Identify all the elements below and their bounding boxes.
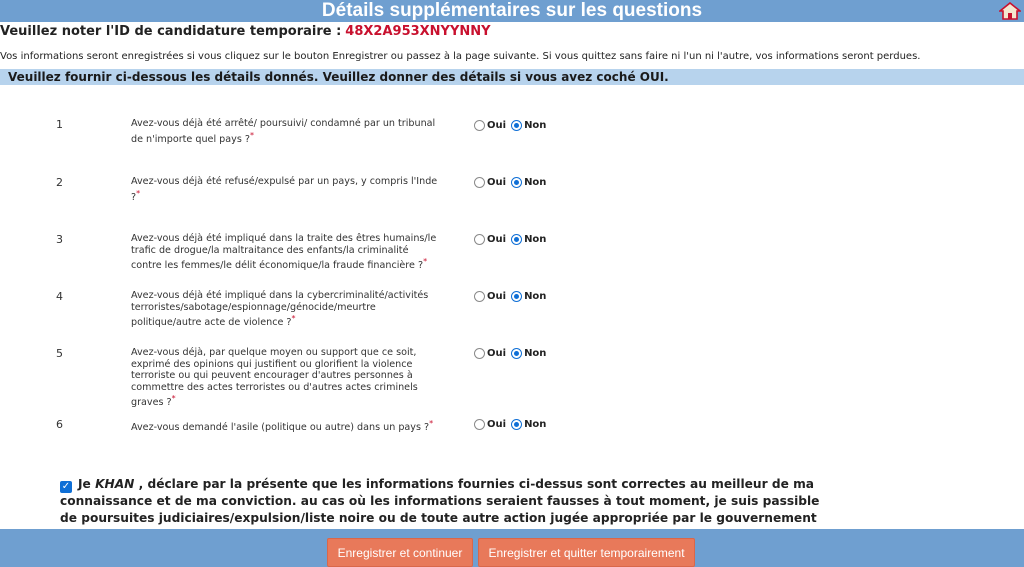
radio-non[interactable] <box>511 234 522 245</box>
radio-non-label: Non <box>524 177 547 188</box>
declaration-prefix: Je <box>78 477 91 491</box>
declaration-text: , déclare par la présente que les informations fournies ci-dessus sont correctes au meilleur de ma connaissance et de ma conviction. au cas où les informations seraient fausses à tout moment, je suis passible de poursuites judiciaires/expulsion/liste noire ou de toute autre action jugée appropriée par le gouvernement <box>60 477 820 525</box>
question-2-options <box>474 177 551 188</box>
application-id-line <box>0 24 491 39</box>
radio-oui[interactable] <box>474 120 485 131</box>
radio-oui[interactable] <box>474 348 485 359</box>
radio-oui[interactable] <box>474 419 485 430</box>
required-marker: * <box>429 419 434 428</box>
radio-oui[interactable] <box>474 291 485 302</box>
question-text: Avez-vous déjà été impliqué dans la traite des êtres humains/le trafic de drogue/la maltraitance des enfants/la criminalité contre les femmes/le délit économique/la fraude financière ?* <box>131 233 437 272</box>
application-id-value: 48X2A953XNYYNNY <box>345 24 491 39</box>
question-number: 4 <box>56 290 63 303</box>
radio-oui-label: Oui <box>487 291 507 302</box>
question-4-options <box>474 291 551 302</box>
question-number: 1 <box>56 118 63 131</box>
radio-oui-label: Oui <box>487 348 507 359</box>
application-id-label: Veuillez noter l'ID de candidature temporaire : <box>0 24 342 39</box>
question-text: Avez-vous déjà été refusé/expulsé par un pays, y compris l'Inde ?* <box>131 176 438 203</box>
radio-oui[interactable] <box>474 177 485 188</box>
section-heading: Veuillez fournir ci-dessous les détails donnés. Veuillez donner des détails si vous avez coché OUI. <box>0 69 1024 85</box>
radio-non[interactable] <box>511 348 522 359</box>
home-icon[interactable] <box>999 2 1021 20</box>
radio-non[interactable] <box>511 419 522 430</box>
question-1-options <box>474 120 551 131</box>
question-text: Avez-vous demandé l'asile (politique ou autre) dans un pays ?* <box>131 419 434 434</box>
radio-non[interactable] <box>511 120 522 131</box>
question-text: Avez-vous déjà été arrêté/ poursuivi/ condamné par un tribunal de n'importe quel pays ?* <box>131 118 436 145</box>
declaration-checkbox[interactable]: ✓ <box>61 481 71 492</box>
save-info-text: Vos informations seront enregistrées si vous cliquez sur le bouton Enregistrer ou passez à la page suivante. Si vous quittez sans faire ni l'un ni l'autre, vos informations seront perdues. <box>0 51 921 62</box>
radio-non-label: Non <box>524 291 547 302</box>
required-marker: * <box>291 314 296 323</box>
declarant-name: KHAN <box>95 477 135 491</box>
required-marker: * <box>136 188 141 198</box>
radio-oui[interactable] <box>474 234 485 245</box>
question-text: Avez-vous déjà, par quelque moyen ou support que ce soit, exprimé des opinions qui justifient ou glorifient la violence terroriste ou qui peuvent encourager d'autres personnes à commettre des actes terroristes ou d'autres actes criminels graves ?* <box>131 347 418 409</box>
radio-non[interactable] <box>511 291 522 302</box>
question-number: 6 <box>56 418 63 431</box>
radio-oui-label: Oui <box>487 120 507 131</box>
question-number: 5 <box>56 347 63 360</box>
radio-non-label: Non <box>524 120 547 131</box>
required-marker: * <box>171 394 176 403</box>
radio-non[interactable] <box>511 177 522 188</box>
required-marker: * <box>423 257 428 266</box>
radio-oui-label: Oui <box>487 177 507 188</box>
page-title: Détails supplémentaires sur les questions <box>321 0 703 21</box>
question-3-options <box>474 234 551 245</box>
radio-oui-label: Oui <box>487 234 507 245</box>
question-5-options <box>474 348 551 359</box>
radio-non-label: Non <box>524 234 547 245</box>
question-text: Avez-vous déjà été impliqué dans la cybercriminalité/activités terroristes/sabotage/espionnage/génocide/meurtre politique/autre acte de violence ?* <box>131 290 429 329</box>
question-number: 2 <box>56 176 63 189</box>
radio-non-label: Non <box>524 419 547 430</box>
radio-non-label: Non <box>524 348 547 359</box>
page-header <box>0 0 1024 22</box>
question-6-options <box>474 419 551 430</box>
save-exit-button[interactable]: Enregistrer et quitter temporairement <box>478 538 695 567</box>
save-continue-button[interactable]: Enregistrer et continuer <box>327 538 473 567</box>
radio-oui-label: Oui <box>487 419 507 430</box>
required-marker: * <box>249 130 254 140</box>
question-number: 3 <box>56 233 63 246</box>
